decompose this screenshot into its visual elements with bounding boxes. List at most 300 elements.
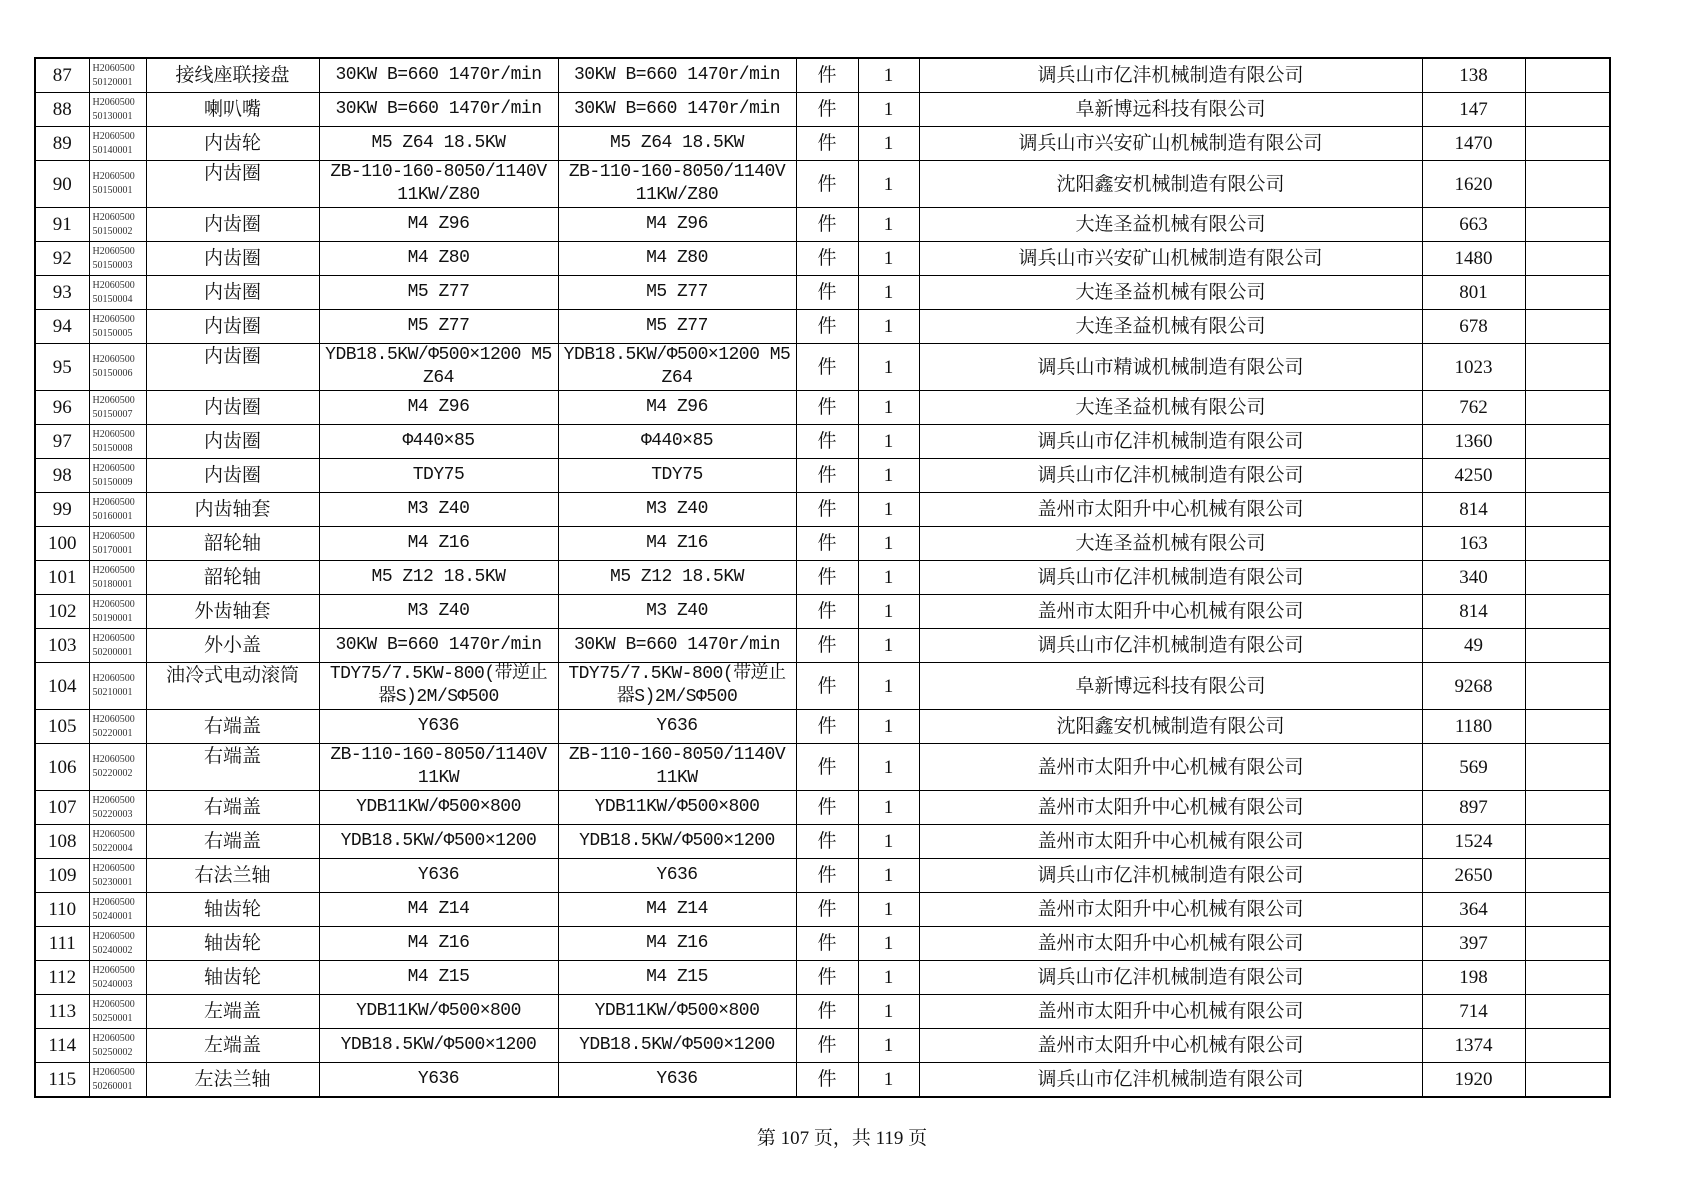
table-row [35, 663, 1610, 710]
item-code-cell [89, 961, 146, 995]
quantity-cell: 1 [858, 58, 919, 93]
model-cell: TDY75/7.5KW-800(带逆止器S)2M/SΦ500 [558, 663, 796, 710]
item-code-cell [89, 208, 146, 242]
remarks-cell [1525, 629, 1610, 663]
model-cell: M4 Z16 [558, 927, 796, 961]
quantity-cell: 1 [858, 127, 919, 161]
specification-cell: M4 Z16 [319, 527, 558, 561]
remarks-cell [1525, 1063, 1610, 1098]
item-code-line: H2060500 [92, 211, 135, 223]
item-code-cell [89, 310, 146, 344]
item-code-line: 50150001 [92, 185, 133, 196]
item-code-line: H2060500 [92, 713, 135, 725]
item-code-cell [89, 927, 146, 961]
table-row [35, 961, 1610, 995]
supplier-cell: 盖州市太阳升中心机械有限公司 [919, 595, 1422, 629]
specification-cell: M4 Z16 [319, 927, 558, 961]
supplier-cell: 沈阳鑫安机械制造有限公司 [919, 161, 1422, 208]
quantity-cell: 1 [858, 493, 919, 527]
item-code-cell [89, 595, 146, 629]
item-code-cell [89, 161, 146, 208]
model-cell: M4 Z14 [558, 893, 796, 927]
table-row [35, 527, 1610, 561]
model-cell: Y636 [558, 710, 796, 744]
model-cell: M5 Z64 18.5KW [558, 127, 796, 161]
part-name-cell: 右端盖 [146, 744, 319, 791]
part-name-cell: 内齿圈 [146, 242, 319, 276]
row-number-cell: 107 [35, 791, 89, 825]
part-name-cell: 内齿圈 [146, 459, 319, 493]
item-code-line: 50190001 [92, 612, 133, 624]
supplier-cell: 调兵山市亿沣机械制造有限公司 [919, 425, 1422, 459]
quantity-cell: 1 [858, 344, 919, 391]
row-number-cell: 89 [35, 127, 89, 161]
row-number-cell: 92 [35, 242, 89, 276]
price-cell: 364 [1422, 893, 1525, 927]
row-number-cell: 88 [35, 93, 89, 127]
item-code-cell [89, 127, 146, 161]
remarks-cell [1525, 527, 1610, 561]
remarks-cell [1525, 744, 1610, 791]
supplier-cell: 阜新博远科技有限公司 [919, 93, 1422, 127]
quantity-cell: 1 [858, 276, 919, 310]
remarks-cell [1525, 1029, 1610, 1063]
item-code-cell [89, 276, 146, 310]
row-number-cell: 105 [35, 710, 89, 744]
price-cell: 814 [1422, 493, 1525, 527]
unit-cell: 件 [796, 561, 858, 595]
item-code-line: H2060500 [92, 354, 135, 365]
unit-cell: 件 [796, 344, 858, 391]
row-number-cell: 100 [35, 527, 89, 561]
table-body [35, 58, 1610, 1097]
unit-cell: 件 [796, 961, 858, 995]
supplier-cell: 盖州市太阳升中心机械有限公司 [919, 825, 1422, 859]
page-number-footer: 第 107 页，共 119 页 [756, 1128, 928, 1149]
specification-cell: Φ440×85 [319, 425, 558, 459]
table-row [35, 493, 1610, 527]
model-cell: M5 Z77 [558, 276, 796, 310]
unit-cell: 件 [796, 1029, 858, 1063]
supplier-cell: 盖州市太阳升中心机械有限公司 [919, 893, 1422, 927]
remarks-cell [1525, 595, 1610, 629]
remarks-cell [1525, 663, 1610, 710]
item-code-line: H2060500 [92, 130, 135, 142]
model-cell: M4 Z96 [558, 391, 796, 425]
unit-cell: 件 [796, 242, 858, 276]
part-name-cell: 外齿轴套 [146, 595, 319, 629]
item-code-line: 50220004 [92, 842, 133, 854]
remarks-cell [1525, 58, 1610, 93]
item-code-line: 50250002 [92, 1046, 133, 1058]
item-code-line: 50150009 [92, 476, 133, 488]
price-cell: 138 [1422, 58, 1525, 93]
price-cell: 1360 [1422, 425, 1525, 459]
price-cell: 569 [1422, 744, 1525, 791]
quantity-cell: 1 [858, 629, 919, 663]
row-number-cell: 91 [35, 208, 89, 242]
table-row [35, 344, 1610, 391]
remarks-cell [1525, 208, 1610, 242]
part-name-cell: 韶轮轴 [146, 561, 319, 595]
item-code-line: 50200001 [92, 646, 133, 658]
item-code-cell [89, 391, 146, 425]
item-code-line: 50230001 [92, 876, 133, 888]
supplier-cell: 大连圣益机械有限公司 [919, 208, 1422, 242]
quantity-cell: 1 [858, 561, 919, 595]
quantity-cell: 1 [858, 425, 919, 459]
item-code-line: H2060500 [92, 930, 135, 942]
remarks-cell [1525, 276, 1610, 310]
part-name-cell: 内齿圈 [146, 161, 319, 208]
item-code-line: H2060500 [92, 462, 135, 474]
remarks-cell [1525, 927, 1610, 961]
unit-cell: 件 [796, 1063, 858, 1098]
model-cell: 30KW B=660 1470r/min [558, 58, 796, 93]
supplier-cell: 盖州市太阳升中心机械有限公司 [919, 493, 1422, 527]
quantity-cell: 1 [858, 1063, 919, 1098]
part-name-cell: 韶轮轴 [146, 527, 319, 561]
price-cell: 397 [1422, 927, 1525, 961]
specification-cell: YDB18.5KW/Φ500×1200 [319, 825, 558, 859]
item-code-line: 50250001 [92, 1012, 133, 1024]
part-name-cell: 内齿圈 [146, 344, 319, 391]
price-cell: 1023 [1422, 344, 1525, 391]
specification-cell: 30KW B=660 1470r/min [319, 93, 558, 127]
item-code-line: 50150005 [92, 327, 133, 339]
unit-cell: 件 [796, 493, 858, 527]
item-code-line: 50210001 [92, 687, 133, 698]
item-code-line: H2060500 [92, 171, 135, 182]
model-cell: Φ440×85 [558, 425, 796, 459]
item-code-line: 50150004 [92, 293, 133, 305]
item-code-cell [89, 459, 146, 493]
item-code-cell [89, 344, 146, 391]
quantity-cell: 1 [858, 744, 919, 791]
price-cell: 678 [1422, 310, 1525, 344]
part-name-cell: 内齿圈 [146, 425, 319, 459]
model-cell: YDB11KW/Φ500×800 [558, 791, 796, 825]
row-number-cell: 111 [35, 927, 89, 961]
unit-cell: 件 [796, 629, 858, 663]
specification-cell: 30KW B=660 1470r/min [319, 629, 558, 663]
item-code-line: H2060500 [92, 279, 135, 291]
price-cell: 1920 [1422, 1063, 1525, 1098]
model-cell: M4 Z15 [558, 961, 796, 995]
item-code-line: 50120001 [92, 76, 133, 88]
unit-cell: 件 [796, 276, 858, 310]
item-code-line: 50150007 [92, 408, 133, 420]
specification-cell: M4 Z96 [319, 391, 558, 425]
remarks-cell [1525, 425, 1610, 459]
specification-cell: M4 Z14 [319, 893, 558, 927]
supplier-cell: 调兵山市亿沣机械制造有限公司 [919, 961, 1422, 995]
item-code-line: 50240003 [92, 978, 133, 990]
unit-cell: 件 [796, 310, 858, 344]
item-code-line: H2060500 [92, 632, 135, 644]
item-code-cell [89, 663, 146, 710]
row-number-cell: 93 [35, 276, 89, 310]
unit-cell: 件 [796, 825, 858, 859]
item-code-line: H2060500 [92, 794, 135, 806]
item-code-cell [89, 629, 146, 663]
table-row [35, 391, 1610, 425]
price-cell: 1524 [1422, 825, 1525, 859]
item-code-line: H2060500 [92, 598, 135, 610]
row-number-cell: 112 [35, 961, 89, 995]
item-code-line: 50150006 [92, 368, 133, 379]
supplier-cell: 盖州市太阳升中心机械有限公司 [919, 995, 1422, 1029]
unit-cell: 件 [796, 791, 858, 825]
unit-cell: 件 [796, 208, 858, 242]
specification-cell: Y636 [319, 1063, 558, 1098]
supplier-cell: 调兵山市精诚机械制造有限公司 [919, 344, 1422, 391]
item-code-line: 50240002 [92, 944, 133, 956]
part-name-cell: 油冷式电动滚筒 [146, 663, 319, 710]
item-code-line: H2060500 [92, 828, 135, 840]
specification-cell: M4 Z96 [319, 208, 558, 242]
specification-cell: M5 Z77 [319, 276, 558, 310]
quantity-cell: 1 [858, 161, 919, 208]
unit-cell: 件 [796, 995, 858, 1029]
supplier-cell: 调兵山市亿沣机械制造有限公司 [919, 58, 1422, 93]
model-cell: TDY75 [558, 459, 796, 493]
supplier-cell: 调兵山市兴安矿山机械制造有限公司 [919, 242, 1422, 276]
quantity-cell: 1 [858, 791, 919, 825]
quantity-cell: 1 [858, 595, 919, 629]
model-cell: ZB-110-160-8050/1140V 11KW/Z80 [558, 161, 796, 208]
supplier-cell: 盖州市太阳升中心机械有限公司 [919, 791, 1422, 825]
specification-cell: YDB18.5KW/Φ500×1200 [319, 1029, 558, 1063]
item-code-line: 50130001 [92, 110, 133, 122]
row-number-cell: 96 [35, 391, 89, 425]
specification-cell: YDB18.5KW/Φ500×1200 M5Z64 [319, 344, 558, 391]
unit-cell: 件 [796, 859, 858, 893]
table-row [35, 561, 1610, 595]
item-code-line: 50150003 [92, 259, 133, 271]
specification-cell: M3 Z40 [319, 595, 558, 629]
model-cell: 30KW B=660 1470r/min [558, 629, 796, 663]
supplier-cell: 大连圣益机械有限公司 [919, 527, 1422, 561]
item-code-line: H2060500 [92, 998, 135, 1010]
specification-cell: Y636 [319, 710, 558, 744]
price-cell: 663 [1422, 208, 1525, 242]
specification-cell: TDY75/7.5KW-800(带逆止器S)2M/SΦ500 [319, 663, 558, 710]
model-cell: M3 Z40 [558, 595, 796, 629]
item-code-line: H2060500 [92, 1066, 135, 1078]
part-name-cell: 内齿圈 [146, 391, 319, 425]
price-cell: 1180 [1422, 710, 1525, 744]
quantity-cell: 1 [858, 710, 919, 744]
part-name-cell: 轴齿轮 [146, 927, 319, 961]
item-code-line: 50260001 [92, 1080, 133, 1092]
table-row [35, 1063, 1610, 1098]
table-row [35, 859, 1610, 893]
unit-cell: 件 [796, 527, 858, 561]
item-code-cell [89, 93, 146, 127]
unit-cell: 件 [796, 425, 858, 459]
model-cell: Y636 [558, 859, 796, 893]
item-code-line: 50170001 [92, 544, 133, 556]
table-row [35, 425, 1610, 459]
specification-cell: ZB-110-160-8050/1140V 11KW [319, 744, 558, 791]
specification-cell: TDY75 [319, 459, 558, 493]
quantity-cell: 1 [858, 93, 919, 127]
specification-cell: M5 Z77 [319, 310, 558, 344]
remarks-cell [1525, 791, 1610, 825]
part-name-cell: 右端盖 [146, 791, 319, 825]
model-cell: M4 Z80 [558, 242, 796, 276]
model-cell: M3 Z40 [558, 493, 796, 527]
table-row [35, 825, 1610, 859]
model-cell: ZB-110-160-8050/1140V 11KW [558, 744, 796, 791]
unit-cell: 件 [796, 93, 858, 127]
supplier-cell: 沈阳鑫安机械制造有限公司 [919, 710, 1422, 744]
specification-cell: M5 Z64 18.5KW [319, 127, 558, 161]
item-code-line: H2060500 [92, 428, 135, 440]
remarks-cell [1525, 710, 1610, 744]
model-cell: 30KW B=660 1470r/min [558, 93, 796, 127]
supplier-cell: 调兵山市亿沣机械制造有限公司 [919, 629, 1422, 663]
model-cell: YDB11KW/Φ500×800 [558, 995, 796, 1029]
row-number-cell: 109 [35, 859, 89, 893]
unit-cell: 件 [796, 595, 858, 629]
item-code-line: H2060500 [92, 564, 135, 576]
item-code-line: H2060500 [92, 313, 135, 325]
row-number-cell: 87 [35, 58, 89, 93]
model-cell: YDB18.5KW/Φ500×1200 [558, 1029, 796, 1063]
row-number-cell: 94 [35, 310, 89, 344]
price-cell: 198 [1422, 961, 1525, 995]
quantity-cell: 1 [858, 527, 919, 561]
price-cell: 714 [1422, 995, 1525, 1029]
quantity-cell: 1 [858, 242, 919, 276]
item-code-line: 50150002 [92, 225, 133, 237]
row-number-cell: 108 [35, 825, 89, 859]
supplier-cell: 盖州市太阳升中心机械有限公司 [919, 1029, 1422, 1063]
quantity-cell: 1 [858, 208, 919, 242]
row-number-cell: 90 [35, 161, 89, 208]
part-name-cell: 左端盖 [146, 995, 319, 1029]
price-cell: 1480 [1422, 242, 1525, 276]
item-code-cell [89, 995, 146, 1029]
item-code-cell [89, 527, 146, 561]
item-code-line: H2060500 [92, 1032, 135, 1044]
supplier-cell: 大连圣益机械有限公司 [919, 391, 1422, 425]
item-code-line: H2060500 [92, 964, 135, 976]
unit-cell: 件 [796, 744, 858, 791]
specification-cell: 30KW B=660 1470r/min [319, 58, 558, 93]
row-number-cell: 102 [35, 595, 89, 629]
part-name-cell: 左端盖 [146, 1029, 319, 1063]
supplier-cell: 大连圣益机械有限公司 [919, 276, 1422, 310]
item-code-line: H2060500 [92, 530, 135, 542]
part-name-cell: 轴齿轮 [146, 961, 319, 995]
quantity-cell: 1 [858, 927, 919, 961]
quantity-cell: 1 [858, 995, 919, 1029]
supplier-cell: 阜新博远科技有限公司 [919, 663, 1422, 710]
item-code-line: H2060500 [92, 673, 135, 684]
remarks-cell [1525, 561, 1610, 595]
table-row [35, 208, 1610, 242]
supplier-cell: 盖州市太阳升中心机械有限公司 [919, 927, 1422, 961]
price-cell: 897 [1422, 791, 1525, 825]
parts-price-table [34, 57, 1611, 1098]
item-code-line: H2060500 [92, 896, 135, 908]
item-code-line: 50140001 [92, 144, 133, 156]
remarks-cell [1525, 242, 1610, 276]
item-code-cell [89, 893, 146, 927]
remarks-cell [1525, 161, 1610, 208]
price-cell: 1374 [1422, 1029, 1525, 1063]
item-code-cell [89, 744, 146, 791]
quantity-cell: 1 [858, 1029, 919, 1063]
quantity-cell: 1 [858, 391, 919, 425]
price-cell: 4250 [1422, 459, 1525, 493]
supplier-cell: 调兵山市亿沣机械制造有限公司 [919, 459, 1422, 493]
unit-cell: 件 [796, 927, 858, 961]
unit-cell: 件 [796, 58, 858, 93]
row-number-cell: 101 [35, 561, 89, 595]
price-cell: 2650 [1422, 859, 1525, 893]
item-code-line: H2060500 [92, 754, 135, 765]
part-name-cell: 内齿轴套 [146, 493, 319, 527]
quantity-cell: 1 [858, 859, 919, 893]
row-number-cell: 113 [35, 995, 89, 1029]
item-code-cell [89, 825, 146, 859]
table-row [35, 276, 1610, 310]
quantity-cell: 1 [858, 825, 919, 859]
remarks-cell [1525, 391, 1610, 425]
table-row [35, 161, 1610, 208]
item-code-line: H2060500 [92, 245, 135, 257]
price-cell: 9268 [1422, 663, 1525, 710]
price-cell: 762 [1422, 391, 1525, 425]
remarks-cell [1525, 995, 1610, 1029]
supplier-cell: 大连圣益机械有限公司 [919, 310, 1422, 344]
item-code-line: H2060500 [92, 394, 135, 406]
quantity-cell: 1 [858, 459, 919, 493]
item-code-line: H2060500 [92, 862, 135, 874]
remarks-cell [1525, 93, 1610, 127]
table-row [35, 629, 1610, 663]
price-cell: 163 [1422, 527, 1525, 561]
remarks-cell [1525, 825, 1610, 859]
item-code-cell [89, 58, 146, 93]
table-row [35, 459, 1610, 493]
remarks-cell [1525, 127, 1610, 161]
specification-cell: M4 Z80 [319, 242, 558, 276]
part-name-cell: 内齿圈 [146, 276, 319, 310]
item-code-line: 50220003 [92, 808, 133, 820]
part-name-cell: 内齿圈 [146, 208, 319, 242]
row-number-cell: 98 [35, 459, 89, 493]
row-number-cell: 104 [35, 663, 89, 710]
table-row [35, 242, 1610, 276]
item-code-line: 50240001 [92, 910, 133, 922]
item-code-cell [89, 561, 146, 595]
table-row [35, 127, 1610, 161]
remarks-cell [1525, 893, 1610, 927]
specification-cell: ZB-110-160-8050/1140V 11KW/Z80 [319, 161, 558, 208]
remarks-cell [1525, 310, 1610, 344]
specification-cell: M3 Z40 [319, 493, 558, 527]
remarks-cell [1525, 961, 1610, 995]
table-row [35, 791, 1610, 825]
row-number-cell: 95 [35, 344, 89, 391]
unit-cell: 件 [796, 893, 858, 927]
price-cell: 1470 [1422, 127, 1525, 161]
